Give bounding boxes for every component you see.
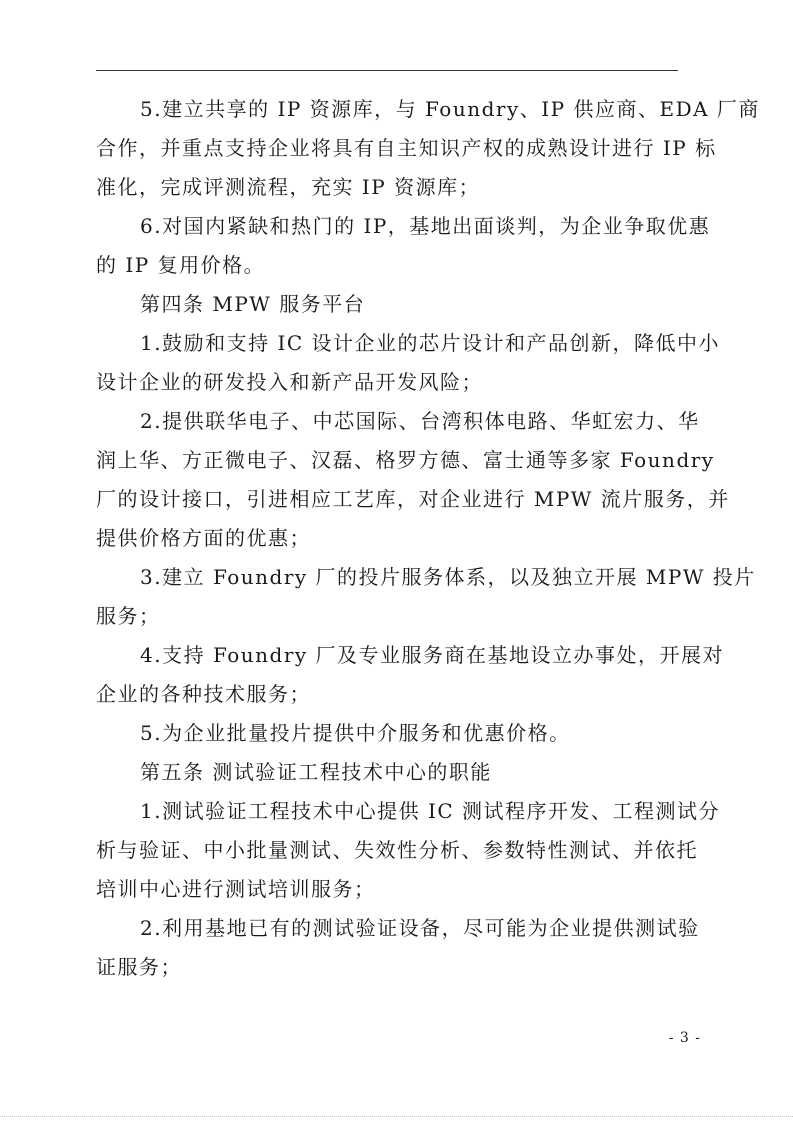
paragraph-line: 6.对国内紧缺和热门的 IP，基地出面谈判，为企业争取优惠 [140, 214, 711, 238]
paragraph-line: 1.测试验证工程技术中心提供 IC 测试程序开发、工程测试分 [140, 799, 720, 823]
paragraph-line: 设计企业的研发投入和新产品开发风险； [96, 370, 483, 394]
header-rule [96, 70, 678, 71]
paragraph-line: 5.建立共享的 IP 资源库，与 Foundry、IP 供应商、EDA 厂商 [140, 97, 760, 121]
paragraph-line: 厂的设计接口，引进相应工艺库，对企业进行 MPW 流片服务，并 [96, 487, 730, 511]
paragraph-line: 润上华、方正微电子、汉磊、格罗方德、富士通等多家 Foundry [96, 448, 715, 472]
article-heading: 第五条 测试验证工程技术中心的职能 [140, 760, 492, 784]
scan-edge-divider [0, 1116, 793, 1117]
paragraph-line: 合作，并重点支持企业将具有自主知识产权的成熟设计进行 IP 标 [96, 136, 717, 160]
paragraph-line: 培训中心进行测试培训服务； [96, 877, 376, 901]
paragraph-line: 析与验证、中小批量测试、失效性分析、参数特性测试、并依托 [96, 838, 698, 862]
page-number: - 3 - [668, 1030, 701, 1046]
paragraph-line: 3.建立 Foundry 厂的投片服务体系，以及独立开展 MPW 投片 [140, 565, 756, 589]
paragraph-line: 5.为企业批量投片提供中介服务和优惠价格。 [140, 721, 571, 745]
paragraph-line: 2.利用基地已有的测试验证设备，尽可能为企业提供测试验 [140, 916, 700, 940]
paragraph-line: 的 IP 复用价格。 [96, 253, 266, 277]
paragraph-line: 1.鼓励和支持 IC 设计企业的芯片设计和产品创新，降低中小 [140, 331, 720, 355]
paragraph-line: 证服务； [96, 955, 182, 979]
paragraph-line: 2.提供联华电子、中芯国际、台湾积体电路、华虹宏力、华 [140, 409, 700, 433]
paragraph-line: 企业的各种技术服务； [96, 682, 311, 706]
paragraph-line: 服务； [96, 604, 161, 628]
paragraph-line: 准化，完成评测流程，充实 IP 资源库； [96, 175, 481, 199]
paragraph-line: 提供价格方面的优惠； [96, 526, 311, 550]
document-body [96, 90, 760, 987]
paragraph-line: 4.支持 Foundry 厂及专业服务商在基地设立办事处，开展对 [140, 643, 725, 667]
article-heading: 第四条 MPW 服务平台 [140, 292, 366, 316]
